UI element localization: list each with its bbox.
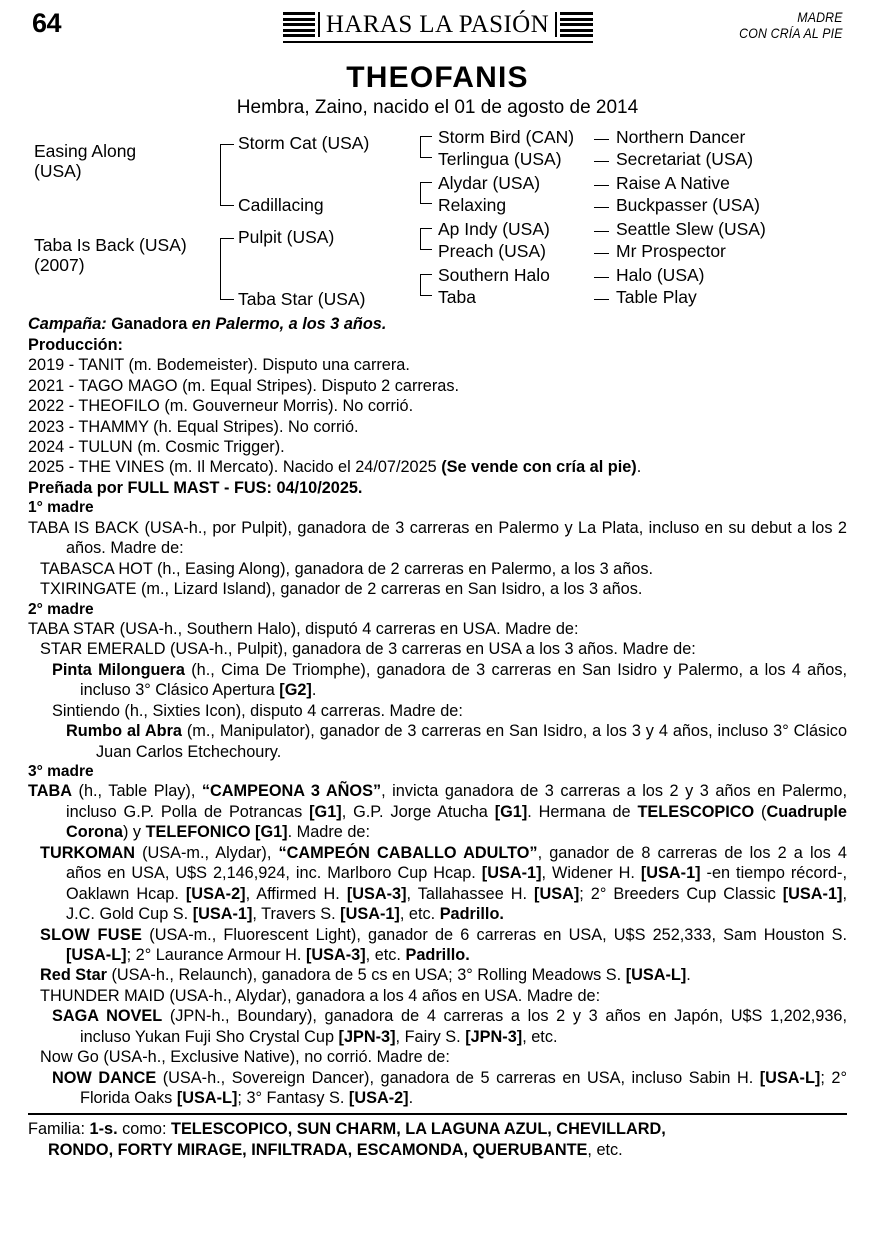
turkoman-b4: [USA-3] [346, 884, 407, 903]
redstar-p2: . [686, 966, 691, 985]
campana-rest: en Palermo, a los 3 años. [187, 315, 387, 334]
madre1-offspring-1: TXIRINGATE (m., Lizard Island), ganador de 2 carreras en San Isidro, a los 3 años. [40, 580, 643, 599]
madre1-offspring-0: TABASCA HOT (h., Easing Along), ganadora de 2 carreras en Palermo, a los 3 años. [40, 559, 653, 578]
familia-label: Familia: [28, 1120, 85, 1139]
nowdance-b1: [USA-L] [759, 1068, 821, 1087]
turkoman-p1: (USA-m., Alydar), [134, 843, 279, 862]
nowdance-p3: ; 3° Fantasy S. [237, 1089, 349, 1108]
saganovel-p3: , etc. [522, 1027, 558, 1046]
pedigree-dash-6 [594, 277, 609, 278]
saganovel-p1: (JPN-h., Boundary), ganadora de 4 carreras a los 2 y 3 años en Japón, U$S 1,202,936, incluso Yukan Fuji Sho Crystal Cup [80, 1007, 848, 1046]
turkoman-b2: [USA-1] [640, 864, 701, 883]
pedigree-gen3-3: Relaxing [438, 195, 507, 216]
pedigree-gen4-7: Table Play [616, 287, 697, 308]
slowfuse-name: SLOW FUSE [40, 925, 143, 944]
familia-como: como: [122, 1120, 167, 1139]
turkoman-b3: [USA-2] [185, 884, 246, 903]
stud-name: HARAS LA PASIÓN [325, 11, 550, 38]
nowdance-p4: . [408, 1089, 414, 1108]
madre2-rumbo-al-abra [28, 721, 847, 762]
madre3-taba [28, 781, 847, 842]
pedigree-bracket-g2-2 [420, 228, 421, 250]
turkoman-p9: , Travers S. [252, 905, 341, 924]
corner-note [739, 10, 843, 41]
pedigree-dash-3 [594, 207, 609, 208]
horse-name-title: THEOFANIS [346, 61, 529, 94]
produccion-entry-5-tail: . [636, 458, 642, 477]
rumbo-rest: (m., Manipulator), ganador de 3 carreras en San Isidro, a los 3 y 4 años, incluso 3° Clásico Juan Carlos Etchechoury. [96, 722, 848, 761]
stud-logo [283, 12, 593, 43]
pedigree-gen3-5: Preach (USA) [438, 241, 546, 262]
turkoman-champ: “CAMPEÓN CABALLO ADULTO” [278, 843, 538, 862]
pedigree-gen4-5: Mr Prospector [616, 241, 726, 262]
taba-p5: ( [754, 802, 767, 821]
familia-names-line1: TELESCOPICO, SUN CHARM, LA LAGUNA AZUL, CHEVILLARD, [171, 1120, 666, 1139]
pedigree-bracket-g2-1 [420, 182, 421, 204]
turkoman-p10: , etc. [399, 905, 440, 924]
produccion-entry-3: 2023 - THAMMY (h. Equal Stripes). No corrió. [28, 417, 359, 436]
page-number: 64 [32, 8, 62, 38]
madre1-heading: 1° madre [28, 499, 94, 517]
pedigree-gen4-1: Secretariat (USA) [616, 149, 754, 170]
madre2-star-emerald: STAR EMERALD (USA-h., Pulpit), ganadora de 3 carreras en USA a los 3 años. Madre de: [40, 640, 696, 659]
pedigree-dam-line2: (2007) [34, 255, 85, 276]
pedigree-gen2-0: Storm Cat (USA) [238, 133, 370, 154]
pedigree-bracket-sire [220, 144, 221, 206]
madre3-turkoman [28, 843, 847, 925]
madre2-sintiendo: Sintiendo (h., Sixties Icon), disputo 4 carreras. Madre de: [52, 701, 463, 720]
redstar-b1: [USA-L] [625, 966, 687, 985]
pedigree-dam-line1: Taba Is Back (USA) [34, 235, 187, 256]
turkoman-b5: [USA] [534, 884, 580, 903]
familia-line2 [28, 1140, 847, 1160]
produccion-entry-5-text: 2025 - THE VINES (m. Il Mercato). Nacido el 24/07/2025 [28, 458, 442, 477]
slowfuse-p1: (USA-m., Fluorescent Light), ganador de 6 carreras en USA, U$S 252,333, Sam Houston S. [142, 925, 847, 944]
taba-name: TABA [28, 782, 73, 801]
pinta-name: Pinta Milonguera [52, 660, 185, 679]
pedigree-dash-5 [594, 253, 609, 254]
pedigree-gen4-4: Seattle Slew (USA) [616, 219, 766, 240]
nowdance-p2: ; 2° Florida Oaks [80, 1068, 847, 1108]
madre3-heading: 3° madre [28, 763, 94, 781]
taba-g1b: [G1] [494, 802, 528, 821]
campana-winner: Ganadora [111, 315, 188, 334]
produccion-entry-2: 2022 - THEOFILO (m. Gouverneur Morris). No corrió. [28, 397, 414, 416]
slowfuse-b1: [USA-L] [66, 945, 127, 964]
pedigree-gen4-6: Halo (USA) [616, 265, 705, 286]
logo-bar-end-left [318, 12, 320, 37]
pedigree-dash-7 [594, 299, 609, 300]
corner-note-line1: MADRE [797, 9, 843, 25]
pedigree-chart [28, 128, 847, 312]
madre1-main: TABA IS BACK (USA-h., por Pulpit), ganadora de 3 carreras en Palermo y La Plata, incluso en su debut a los 2 años. Madre de: [28, 518, 847, 558]
pinta-grade: [G2] [279, 681, 312, 700]
taba-g1a: [G1] [309, 802, 342, 821]
taba-p3: , G.P. Jorge Atucha [341, 802, 495, 821]
turkoman-p5: , Affirmed H. [245, 884, 347, 903]
nowdance-b3: [USA-2] [348, 1089, 409, 1108]
pedigree-bracket-g2-0 [420, 136, 421, 158]
familia-block [28, 1119, 847, 1160]
campana-line [28, 314, 847, 334]
corner-note-line2: CON CRÍA AL PIE [739, 24, 843, 41]
familia-line1 [28, 1119, 847, 1139]
taba-telescopico: TELESCOPICO [637, 802, 755, 821]
familia-etc: , etc. [587, 1140, 623, 1159]
rumbo-name: Rumbo al Abra [66, 722, 182, 741]
pedigree-gen2-1: Cadillacing [238, 195, 324, 216]
pedigree-sire-line2: (USA) [34, 161, 82, 182]
taba-champ: “CAMPEONA 3 AÑOS” [201, 782, 382, 801]
produccion-entry-1: 2021 - TAGO MAGO (m. Equal Stripes). Disputo 2 carreras. [28, 376, 459, 395]
pinta-rest: (h., Cima De Triomphe), ganadora de 3 carreras en San Isidro y Palermo, a los 4 años, incluso 3° Clásico Apertura [80, 660, 847, 700]
taba-p7: . Madre de: [287, 823, 370, 842]
saganovel-b1: [JPN-3] [338, 1027, 396, 1046]
pedigree-gen3-4: Ap Indy (USA) [438, 219, 550, 240]
pedigree-bracket-dam [220, 238, 221, 300]
taba-p4: . Hermana de [527, 802, 638, 821]
pedigree-gen4-0: Northern Dancer [616, 127, 746, 148]
pedigree-dash-1 [594, 161, 609, 162]
saganovel-p2: , Fairy S. [395, 1027, 466, 1046]
madre3-now-go: Now Go (USA-h., Exclusive Native), no corrió. Madre de: [40, 1048, 450, 1067]
logo-underline [283, 41, 593, 43]
pedigree-dash-4 [594, 231, 609, 232]
pedigree-gen3-0: Storm Bird (CAN) [438, 127, 575, 148]
slowfuse-padrillo: Padrillo. [405, 945, 470, 964]
campana-label: Campaña: [28, 315, 107, 334]
madre2-heading: 2° madre [28, 600, 94, 618]
madre3-now-dance [28, 1068, 847, 1109]
produccion-sale-note: (Se vende con cría al pie) [441, 458, 637, 477]
pedigree-gen4-2: Raise A Native [616, 173, 730, 194]
turkoman-b6: [USA-1] [782, 884, 843, 903]
madre2-main: TABA STAR (USA-h., Southern Halo), disputó 4 carreras en USA. Madre de: [28, 619, 579, 638]
pedigree-dash-0 [594, 139, 609, 140]
turkoman-b8: [USA-1] [340, 905, 400, 924]
produccion-entry-4: 2024 - TULUN (m. Cosmic Trigger). [28, 438, 285, 457]
horse-subtitle: Hembra, Zaino, nacido el 01 de agosto de 2014 [236, 96, 639, 118]
pedigree-dash-2 [594, 185, 609, 186]
familia-names-line2: RONDO, FORTY MIRAGE, INFILTRADA, ESCAMONDA, QUERUBANTE [48, 1140, 588, 1159]
madre3-slow-fuse [28, 925, 847, 966]
slowfuse-b2: [USA-3] [305, 945, 366, 964]
page-header [28, 0, 847, 58]
logo-bar-end-right [555, 12, 557, 37]
produccion-entry-5 [28, 457, 847, 477]
produccion-heading: Producción: [28, 335, 123, 354]
saganovel-b2: [JPN-3] [465, 1027, 523, 1046]
taba-cuadruple: Cuadruple Corona [66, 802, 847, 842]
nowdance-b2: [USA-L] [176, 1089, 238, 1108]
turkoman-name: TURKOMAN [40, 843, 135, 862]
pedigree-sire-line1: Easing Along [34, 141, 137, 162]
pedigree-gen2-2: Pulpit (USA) [238, 227, 335, 248]
taba-p6: ) y [122, 823, 146, 842]
slowfuse-p2: ; 2° Laurance Armour H. [126, 945, 306, 964]
pedigree-gen2-3: Taba Star (USA) [238, 289, 366, 310]
madre3-saga-novel [28, 1006, 847, 1047]
turkoman-b7: [USA-1] [192, 905, 253, 924]
pedigree-gen3-1: Terlingua (USA) [438, 149, 562, 170]
produccion-entry-0: 2019 - TANIT (m. Bodemeister). Disputo una carrera. [28, 356, 410, 375]
turkoman-p2: , ganador de 8 carreras de los 2 a los 4 años en USA, U$S 2,146,924, inc. Marlboro Cup Hcap. [66, 843, 847, 883]
redstar-p1: (USA-h., Relaunch), ganadora de 5 cs en USA; 3° Rolling Meadows S. [106, 966, 626, 985]
pregnant-note: Preñada por FULL MAST - FUS: 04/10/2025. [28, 478, 363, 497]
pinta-tail: . [311, 681, 317, 700]
madre2-pinta-milonguera [28, 660, 847, 701]
turkoman-p4: -en tiempo récord-, Oaklawn Hcap. [66, 864, 847, 903]
pedigree-gen3-6: Southern Halo [438, 265, 550, 286]
turkoman-b1: [USA-1] [481, 864, 542, 883]
slowfuse-p3: , etc. [365, 945, 406, 964]
turkoman-p3: , Widener H. [541, 864, 641, 883]
pedigree-gen4-3: Buckpasser (USA) [616, 195, 760, 216]
turkoman-p8: , J.C. Gold Cup S. [66, 884, 847, 924]
pedigree-gen3-7: Taba [438, 287, 476, 308]
turkoman-p7: ; 2° Breeders Cup Classic [579, 884, 783, 903]
pedigree-bracket-g2-3 [420, 274, 421, 296]
madre3-thunder-maid: THUNDER MAID (USA-h., Alydar), ganadora a los 4 años en USA. Madre de: [40, 986, 601, 1005]
catalog-body [28, 314, 847, 1160]
logo-bars-right [560, 12, 593, 37]
saganovel-name: SAGA NOVEL [52, 1007, 163, 1026]
logo-bars-left [283, 12, 316, 37]
madre3-red-star [28, 965, 847, 985]
familia-code: 1-s. [89, 1120, 118, 1139]
taba-p2: , invicta ganadora de 3 carreras a los 2 y 3 años en Palermo, incluso G.P. Polla de Potrancas [66, 782, 847, 821]
footer-divider [28, 1113, 847, 1115]
nowdance-name: NOW DANCE [52, 1068, 157, 1087]
taba-p1: (h., Table Play), [72, 782, 202, 801]
turkoman-padrillo: Padrillo. [439, 905, 504, 924]
turkoman-p6: , Tallahassee H. [406, 884, 535, 903]
taba-telefonico: TELEFONICO [G1] [145, 823, 288, 842]
redstar-name: Red Star [40, 966, 107, 985]
pedigree-gen3-2: Alydar (USA) [438, 173, 541, 194]
nowdance-p1: (USA-h., Sovereign Dancer), ganadora de 5 carreras en USA, incluso Sabin H. [156, 1068, 760, 1087]
